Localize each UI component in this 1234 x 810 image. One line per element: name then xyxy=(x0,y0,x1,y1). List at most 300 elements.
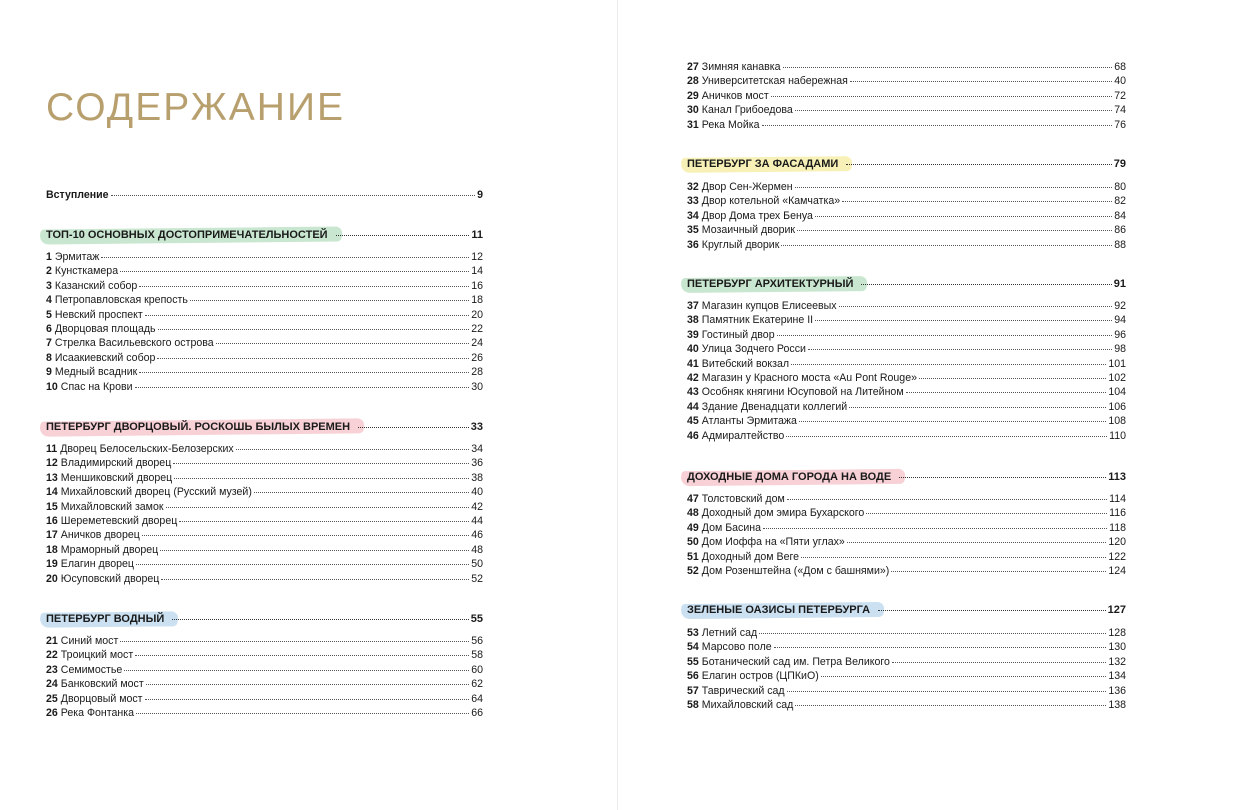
dot-leader xyxy=(146,684,470,685)
dot-leader xyxy=(166,507,470,508)
entry-page: 26 xyxy=(471,351,483,364)
entry-page: 88 xyxy=(1114,238,1126,251)
entry-page: 20 xyxy=(471,308,483,321)
entry-number: 19 xyxy=(46,558,58,571)
dot-leader xyxy=(842,201,1112,202)
entry-label: Круглый дворик xyxy=(701,238,780,251)
entry-page: 101 xyxy=(1108,357,1126,370)
section-heading[interactable] xyxy=(687,275,1126,293)
entry-page: 138 xyxy=(1108,699,1126,711)
toc-entry[interactable] xyxy=(687,118,1126,132)
toc-entry[interactable] xyxy=(687,429,1126,443)
dot-leader xyxy=(179,521,469,522)
dot-leader xyxy=(808,349,1112,350)
dot-leader xyxy=(145,699,470,700)
dot-leader xyxy=(839,306,1113,307)
entry-number: 43 xyxy=(687,386,699,399)
dot-leader xyxy=(759,633,1106,634)
entry-number: 13 xyxy=(46,471,58,484)
entry-number: 33 xyxy=(687,195,699,208)
dot-leader xyxy=(919,378,1106,379)
entry-page: 64 xyxy=(471,692,483,705)
entry-label: Двор котельной «Камчатка» xyxy=(701,195,841,208)
entry-label: Исаакиевский собор xyxy=(54,351,156,364)
entry-label: Дом Розенштейна («Дом с башнями») xyxy=(701,565,890,577)
dot-leader xyxy=(799,421,1106,422)
entry-label: Дом Иоффа на «Пяти углах» xyxy=(701,536,845,549)
entry-page: 102 xyxy=(1108,372,1126,384)
dot-leader xyxy=(142,535,469,536)
toc-entry[interactable] xyxy=(46,471,483,485)
entry-page: 86 xyxy=(1114,224,1126,237)
entry-label: Таврический сад xyxy=(701,684,785,697)
section-title: ТОП-10 ОСНОВНЫХ ДОСТОПРИМЕЧАТЕЛЬНОСТЕЙ xyxy=(42,226,334,244)
dot-leader xyxy=(172,619,468,620)
toc-entry[interactable] xyxy=(46,485,483,499)
entry-label: Петропавловская крепость xyxy=(54,294,188,307)
dot-leader xyxy=(135,387,470,388)
entry-number: 44 xyxy=(687,400,699,413)
dot-leader xyxy=(254,492,469,493)
toc-entry[interactable] xyxy=(46,543,483,557)
entry-number: 47 xyxy=(687,493,699,505)
dot-leader xyxy=(774,647,1107,648)
toc-entry[interactable] xyxy=(46,293,483,307)
entry-number: 42 xyxy=(687,372,699,384)
toc-entry[interactable] xyxy=(687,194,1126,208)
toc-entry[interactable] xyxy=(46,264,483,278)
toc-entry[interactable] xyxy=(46,279,483,293)
toc-entry[interactable] xyxy=(687,74,1126,88)
entry-page: 36 xyxy=(471,457,483,470)
toc-entry[interactable] xyxy=(46,365,483,379)
toc-entry[interactable] xyxy=(687,385,1126,399)
entry-page: 116 xyxy=(1109,507,1126,520)
entry-page: 22 xyxy=(471,323,483,335)
toc-entry[interactable] xyxy=(46,308,483,322)
entry-label: Дворец Белосельских-Белозерских xyxy=(60,443,234,455)
toc-entry[interactable] xyxy=(687,89,1126,103)
toc-entry[interactable] xyxy=(687,342,1126,356)
entry-page: 130 xyxy=(1108,641,1126,654)
toc-entry[interactable] xyxy=(687,180,1126,194)
dot-leader xyxy=(111,195,476,196)
toc-entry[interactable] xyxy=(687,669,1126,683)
entry-label: Река Фонтанка xyxy=(60,707,135,719)
entry-number: 28 xyxy=(687,75,699,88)
entry-number: 1 xyxy=(46,251,52,263)
toc-entry[interactable] xyxy=(687,626,1126,640)
entry-page: 38 xyxy=(471,471,483,484)
toc-entry[interactable] xyxy=(46,677,483,691)
entry-number: 52 xyxy=(687,565,699,577)
dot-leader xyxy=(160,550,469,551)
entry-number: 7 xyxy=(46,337,52,350)
entry-label: Здание Двенадцати коллегий xyxy=(701,400,848,413)
entry-page: 136 xyxy=(1108,684,1126,697)
toc-entry[interactable] xyxy=(687,521,1126,535)
toc-entry[interactable] xyxy=(687,640,1126,654)
entry-label: Зимняя канавка xyxy=(701,61,781,73)
entry-label: Владимирский дворец xyxy=(60,457,172,470)
toc-entry[interactable] xyxy=(46,528,483,542)
entry-page: 60 xyxy=(471,663,483,676)
section-page: 127 xyxy=(1107,604,1126,616)
entry-number: 22 xyxy=(46,649,58,662)
entry-label: Гостиный двор xyxy=(701,328,775,341)
entry-page: 124 xyxy=(1108,565,1126,577)
entry-label: Аничков мост xyxy=(701,89,769,102)
entry-page: 122 xyxy=(1108,550,1126,563)
section-heading[interactable] xyxy=(687,601,1126,619)
entry-number: 29 xyxy=(687,89,699,102)
entry-label: Стрелка Васильевского острова xyxy=(54,337,214,350)
toc-entry[interactable] xyxy=(46,442,483,456)
entry-number: 55 xyxy=(687,655,699,668)
entry-label: Ботанический сад им. Петра Великого xyxy=(701,655,890,668)
entry-number: 39 xyxy=(687,328,699,341)
entry-page: 40 xyxy=(1114,75,1126,88)
toc-entry[interactable] xyxy=(687,328,1126,342)
section-heading[interactable] xyxy=(46,226,483,244)
entry-page: 92 xyxy=(1114,300,1126,312)
section-page: 11 xyxy=(471,229,483,241)
entry-number: 51 xyxy=(687,550,699,563)
entry-number: 34 xyxy=(687,209,699,222)
dot-leader xyxy=(787,499,1107,500)
dot-leader xyxy=(145,315,469,316)
entry-label: Дворцовый мост xyxy=(60,692,143,705)
entry-label: Семимостье xyxy=(60,663,123,676)
entry-page: 30 xyxy=(471,380,483,393)
toc-entry[interactable] xyxy=(687,684,1126,698)
entry-number: 11 xyxy=(46,443,58,455)
entry-label: Елагин дворец xyxy=(60,558,134,571)
entry-number: 37 xyxy=(687,300,699,312)
dot-leader xyxy=(139,286,469,287)
entry-number: 15 xyxy=(46,500,58,513)
entry-page: 74 xyxy=(1114,104,1126,117)
entry-page: 56 xyxy=(471,635,483,647)
entry-label: Канал Грибоедова xyxy=(701,104,793,117)
entry-number: 45 xyxy=(687,415,699,428)
entry-page: 84 xyxy=(1114,209,1126,222)
entry-page: 98 xyxy=(1114,343,1126,356)
entry-number: 48 xyxy=(687,507,699,520)
entry-label: Мозаичный дворик xyxy=(701,224,796,237)
toc-entry[interactable] xyxy=(687,103,1126,117)
dot-leader xyxy=(358,427,469,428)
entry-page: 62 xyxy=(471,678,483,691)
entry-number: 54 xyxy=(687,641,699,654)
intro-entry[interactable] xyxy=(46,188,483,202)
entry-number: 16 xyxy=(46,515,58,527)
toc-entry[interactable] xyxy=(687,209,1126,223)
entry-label: Спас на Крови xyxy=(60,380,133,393)
toc-entry[interactable] xyxy=(687,371,1126,385)
entry-page: 34 xyxy=(471,443,483,455)
entry-label: Доходный дом Веге xyxy=(701,550,799,563)
entry-label: Невский проспект xyxy=(54,308,143,321)
toc-entry[interactable] xyxy=(687,414,1126,428)
dot-leader xyxy=(906,392,1107,393)
dot-leader xyxy=(762,125,1113,126)
entry-number: 8 xyxy=(46,351,52,364)
entry-number: 27 xyxy=(687,61,699,73)
toc-entry[interactable] xyxy=(46,351,483,365)
page-title: СОДЕРЖАНИЕ xyxy=(46,86,346,130)
entry-label: Михайловский сад xyxy=(701,699,794,711)
entry-label: Толстовский дом xyxy=(701,493,785,505)
entry-page: 94 xyxy=(1114,314,1126,327)
entry-number: 38 xyxy=(687,314,699,327)
entry-label: Летний сад xyxy=(701,627,758,639)
toc-entry[interactable] xyxy=(46,514,483,528)
entry-page: 72 xyxy=(1114,89,1126,102)
section-title: ПЕТЕРБУРГ ЗА ФАСАДАМИ xyxy=(683,155,844,173)
dot-leader xyxy=(791,364,1106,365)
entry-label: Троицкий мост xyxy=(60,649,134,662)
entry-page: 12 xyxy=(471,251,483,263)
dot-leader xyxy=(899,477,1106,478)
entry-number: 4 xyxy=(46,294,52,307)
entry-number: 14 xyxy=(46,486,58,499)
dot-leader xyxy=(174,478,469,479)
dot-leader xyxy=(173,463,469,464)
entry-page: 66 xyxy=(471,707,483,719)
entry-page: 106 xyxy=(1108,400,1126,413)
entry-page: 40 xyxy=(471,486,483,499)
entry-number: 12 xyxy=(46,457,58,470)
entry-page: 108 xyxy=(1108,415,1126,428)
toc-entry[interactable] xyxy=(46,322,483,336)
entry-label: Аничков дворец xyxy=(60,529,140,542)
toc-entry[interactable] xyxy=(687,655,1126,669)
toc-entry[interactable] xyxy=(46,572,483,586)
dot-leader xyxy=(891,571,1106,572)
section-heading[interactable] xyxy=(687,155,1126,173)
entry-number: 20 xyxy=(46,572,58,585)
entry-number: 58 xyxy=(687,699,699,711)
dot-leader xyxy=(821,676,1107,677)
entry-label: Михайловский дворец (Русский музей) xyxy=(60,486,252,499)
dot-leader xyxy=(336,235,470,236)
entry-page: 42 xyxy=(471,500,483,513)
entry-page: 52 xyxy=(471,572,483,585)
toc-entry[interactable] xyxy=(46,456,483,470)
section-page: 113 xyxy=(1108,471,1126,483)
toc-entry[interactable] xyxy=(687,60,1126,74)
entry-page: 110 xyxy=(1109,429,1126,442)
entry-page: 28 xyxy=(471,366,483,379)
book-spine xyxy=(617,0,618,810)
toc-entry[interactable] xyxy=(46,663,483,677)
toc-entry[interactable] xyxy=(46,250,483,264)
entry-page: 24 xyxy=(471,337,483,350)
section-title: ПЕТЕРБУРГ ВОДНЫЙ xyxy=(42,610,170,628)
entry-label: Дом Басина xyxy=(701,521,762,534)
entry-number: 2 xyxy=(46,265,52,278)
dot-leader xyxy=(795,705,1106,706)
dot-leader xyxy=(136,564,469,565)
entry-page: 132 xyxy=(1108,655,1126,668)
dot-leader xyxy=(815,320,1112,321)
toc-entry[interactable] xyxy=(687,223,1126,237)
entry-label: Марсово поле xyxy=(701,641,772,654)
entry-label: Атланты Эрмитажа xyxy=(701,415,797,428)
entry-label: Улица Зодчего Росси xyxy=(701,343,806,356)
entry-label: Двор Дома трех Бенуа xyxy=(701,209,813,222)
section-page: 33 xyxy=(470,421,483,433)
entry-number: 23 xyxy=(46,663,58,676)
entry-label: Казанский собор xyxy=(54,279,138,292)
dot-leader xyxy=(763,528,1107,529)
toc-entry[interactable] xyxy=(687,400,1126,414)
entry-number: 49 xyxy=(687,521,699,534)
entry-page: 58 xyxy=(471,649,483,662)
entry-label: Банковский мост xyxy=(60,678,144,691)
section-title: ЗЕЛЕНЫЕ ОАЗИСЫ ПЕТЕРБУРГА xyxy=(683,601,876,619)
entry-page: 118 xyxy=(1109,521,1126,534)
toc-entry[interactable] xyxy=(687,492,1126,506)
dot-leader xyxy=(216,343,470,344)
entry-number: 30 xyxy=(687,104,699,117)
entry-page: 120 xyxy=(1108,536,1126,549)
dot-leader xyxy=(795,110,1112,111)
dot-leader xyxy=(120,641,469,642)
entry-label: Памятник Екатерине II xyxy=(701,314,814,327)
toc-entry[interactable] xyxy=(687,313,1126,327)
entry-number: 36 xyxy=(687,238,699,251)
entry-label: Доходный дом эмира Бухарского xyxy=(701,507,865,520)
entry-page: 104 xyxy=(1108,386,1126,399)
entry-number: 10 xyxy=(46,380,58,393)
toc-entry[interactable] xyxy=(687,238,1126,252)
entry-number: 21 xyxy=(46,635,58,647)
dot-leader xyxy=(236,449,470,450)
entry-number: 24 xyxy=(46,678,58,691)
section-title: ПЕТЕРБУРГ ДВОРЦОВЫЙ. РОСКОШЬ БЫЛЫХ ВРЕМЕН xyxy=(42,418,356,436)
dot-leader xyxy=(797,230,1112,231)
dot-leader xyxy=(801,557,1106,558)
toc-entry[interactable] xyxy=(46,500,483,514)
entry-page: 134 xyxy=(1108,670,1126,683)
entry-page: 80 xyxy=(1114,181,1126,193)
dot-leader xyxy=(861,284,1111,285)
section-page: 91 xyxy=(1113,278,1126,290)
dot-leader xyxy=(850,81,1112,82)
entry-page: 44 xyxy=(471,515,483,527)
toc-entry[interactable] xyxy=(46,336,483,350)
entry-label: Особняк княгини Юсуповой на Литейном xyxy=(701,386,904,399)
dot-leader xyxy=(892,662,1106,663)
entry-number: 46 xyxy=(687,429,699,442)
entry-label: Елагин остров (ЦПКиО) xyxy=(701,670,819,683)
entry-page: 76 xyxy=(1114,118,1126,131)
entry-number: 57 xyxy=(687,684,699,697)
dot-leader xyxy=(866,513,1107,514)
dot-leader xyxy=(786,436,1107,437)
toc-entry[interactable] xyxy=(687,357,1126,371)
entry-page: 14 xyxy=(471,265,483,278)
entry-page: 128 xyxy=(1108,627,1126,639)
toc-entry[interactable] xyxy=(46,380,483,394)
toc-entry[interactable] xyxy=(687,506,1126,520)
dot-leader xyxy=(771,96,1113,97)
entry-page: 82 xyxy=(1114,195,1126,208)
entry-number: 40 xyxy=(687,343,699,356)
dot-leader xyxy=(124,670,469,671)
entry-label: Юсуповский дворец xyxy=(60,572,160,585)
entry-page: 16 xyxy=(471,279,483,292)
dot-leader xyxy=(777,335,1113,336)
dot-leader xyxy=(161,579,469,580)
entry-number: 53 xyxy=(687,627,699,639)
entry-page: 68 xyxy=(1114,61,1126,73)
entry-label: Медный всадник xyxy=(54,366,138,379)
toc-entry[interactable] xyxy=(46,557,483,571)
entry-number: 26 xyxy=(46,707,58,719)
toc-entry[interactable] xyxy=(687,564,1126,578)
section-page: 79 xyxy=(1113,158,1126,170)
dot-leader xyxy=(849,407,1106,408)
toc-entry[interactable] xyxy=(46,706,483,720)
section-heading[interactable] xyxy=(46,418,483,436)
dot-leader xyxy=(136,713,469,714)
dot-leader xyxy=(847,542,1107,543)
toc-entry[interactable] xyxy=(687,550,1126,564)
entry-label: Шереметевский дворец xyxy=(60,515,178,527)
entry-label: Река Мойка xyxy=(701,118,760,131)
entry-number: 56 xyxy=(687,670,699,683)
section-title: ДОХОДНЫЕ ДОМА ГОРОДА НА ВОДЕ xyxy=(683,468,897,486)
entry-label: Дворцовая площадь xyxy=(54,323,156,335)
toc-entry[interactable] xyxy=(46,634,483,648)
dot-leader xyxy=(139,372,469,373)
entry-number: 3 xyxy=(46,279,52,292)
entry-page: 50 xyxy=(471,558,483,571)
entry-label: Михайловский замок xyxy=(60,500,164,513)
entry-page: 96 xyxy=(1114,328,1126,341)
dot-leader xyxy=(787,691,1107,692)
toc-entry[interactable] xyxy=(46,648,483,662)
entry-label: Адмиралтейство xyxy=(701,429,785,442)
entry-label: Вступление xyxy=(46,189,109,201)
toc-entry[interactable] xyxy=(687,698,1126,712)
entry-number: 41 xyxy=(687,357,699,370)
dot-leader xyxy=(157,358,469,359)
dot-leader xyxy=(878,610,1106,611)
section-heading[interactable] xyxy=(46,610,483,628)
entry-label: Синий мост xyxy=(60,635,119,647)
dot-leader xyxy=(120,271,469,272)
entry-page: 46 xyxy=(471,529,483,542)
entry-label: Кунсткамера xyxy=(54,265,119,278)
entry-label: Магазин купцов Елисеевых xyxy=(701,300,837,312)
dot-leader xyxy=(846,164,1111,165)
toc-entry[interactable] xyxy=(46,692,483,706)
entry-number: 17 xyxy=(46,529,58,542)
dot-leader xyxy=(815,216,1112,217)
dot-leader xyxy=(783,67,1113,68)
entry-page: 9 xyxy=(477,189,483,201)
toc-entry[interactable] xyxy=(687,535,1126,549)
toc-entry[interactable] xyxy=(687,299,1126,313)
entry-number: 6 xyxy=(46,323,52,335)
section-heading[interactable] xyxy=(687,468,1126,486)
section-page: 55 xyxy=(470,613,483,625)
entry-number: 25 xyxy=(46,692,58,705)
